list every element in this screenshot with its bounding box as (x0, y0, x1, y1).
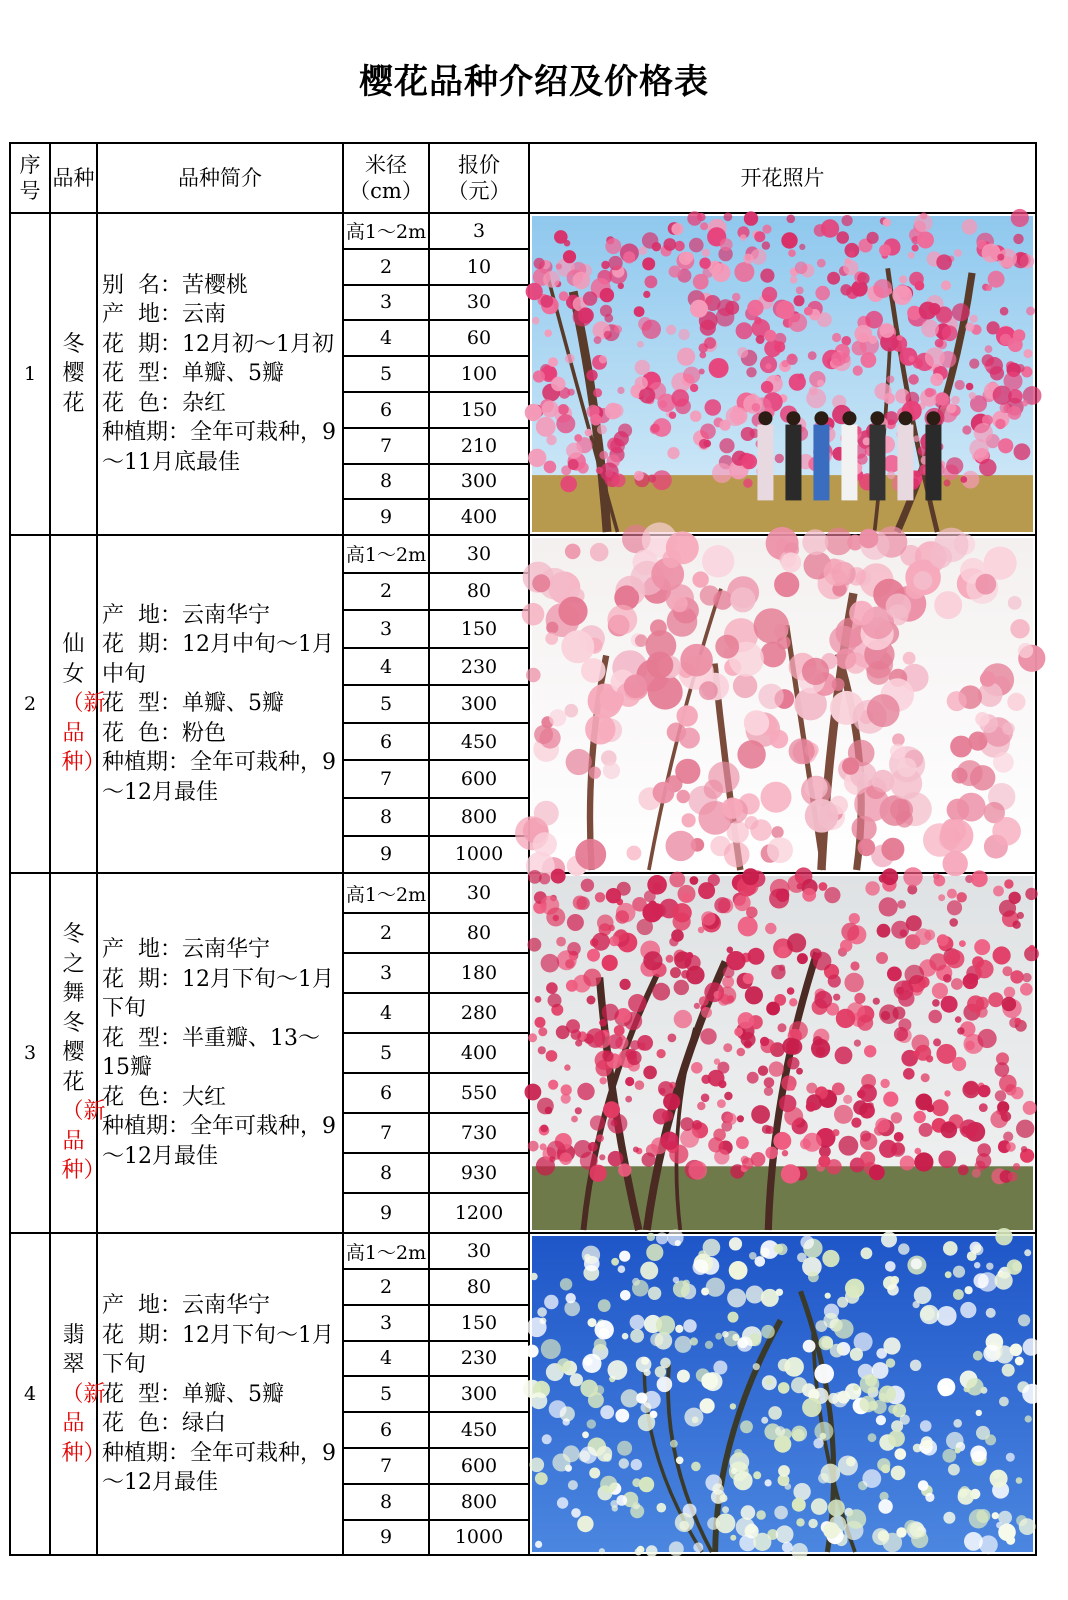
variety-number: 3 (10, 873, 50, 1233)
size-cell: 6 (343, 392, 429, 428)
size-cell: 5 (343, 685, 429, 723)
size-cell: 5 (343, 356, 429, 392)
size-cell: 8 (343, 464, 429, 500)
price-cell: 150 (429, 610, 529, 648)
header-price: 报价 （元） (429, 143, 529, 213)
size-cell: 7 (343, 1448, 429, 1484)
price-cell: 150 (429, 392, 529, 428)
size-cell: 4 (343, 993, 429, 1033)
new-variety-badge: （新品种） (61, 691, 106, 776)
intro-line: 花 期：12月初～1月初 (102, 331, 334, 357)
price-cell: 600 (429, 1448, 529, 1484)
pink-blossom-closeup-photo (532, 538, 1033, 870)
size-cell: 9 (343, 1193, 429, 1233)
size-cell: 6 (343, 723, 429, 761)
variety-intro (97, 213, 343, 535)
price-cell: 800 (429, 798, 529, 836)
price-cell: 230 (429, 648, 529, 686)
white-blossom-tree-blue-sky-photo (532, 1236, 1033, 1552)
intro-line: 花 期：12月下旬～1月下旬 (102, 1322, 334, 1377)
price-cell: 450 (429, 723, 529, 761)
price-cell: 210 (429, 428, 529, 464)
size-cell: 3 (343, 285, 429, 321)
size-cell: 8 (343, 798, 429, 836)
header-no: 序号 (10, 143, 50, 213)
price-cell: 230 (429, 1341, 529, 1377)
variety-intro (97, 1233, 343, 1555)
price-cell: 80 (429, 913, 529, 953)
variety-name: 冬樱花 (62, 331, 85, 416)
price-cell: 30 (429, 285, 529, 321)
intro-line: 种植期：全年可栽种，9～11月底最佳 (102, 420, 336, 475)
variety-name: 翡翠 (62, 1322, 85, 1377)
price-cell: 60 (429, 320, 529, 356)
size-cell: 7 (343, 1113, 429, 1153)
intro-line: 别 名：苦樱桃 (102, 272, 248, 298)
size-cell: 7 (343, 428, 429, 464)
table-row (10, 213, 1036, 249)
flower-photo-cell (529, 535, 1036, 873)
intro-line: 花 色：绿白 (102, 1411, 226, 1436)
size-cell: 高1～2m (343, 873, 429, 913)
intro-line: 产 地：云南 (102, 302, 226, 328)
variety-name-cell (50, 213, 97, 535)
size-cell: 9 (343, 1520, 429, 1556)
size-cell: 5 (343, 1033, 429, 1073)
variety-name-cell (50, 873, 106, 1233)
size-cell: 3 (343, 610, 429, 648)
intro-line: 花 色：杂红 (102, 390, 226, 416)
price-cell: 930 (429, 1153, 529, 1193)
variety-number: 4 (10, 1233, 50, 1555)
price-cell: 550 (429, 1073, 529, 1113)
size-cell: 高1～2m (343, 213, 429, 249)
size-cell: 3 (343, 1305, 429, 1341)
price-cell: 300 (429, 464, 529, 500)
price-cell: 180 (429, 953, 529, 993)
size-cell: 9 (343, 836, 429, 874)
price-cell: 300 (429, 685, 529, 723)
size-cell: 4 (343, 320, 429, 356)
price-cell: 300 (429, 1376, 529, 1412)
intro-line: 花 型：单瓣、5瓣 (102, 691, 284, 717)
variety-intro (97, 535, 343, 873)
size-cell: 2 (343, 249, 429, 285)
size-cell: 6 (343, 1073, 429, 1113)
size-cell: 2 (343, 573, 429, 611)
price-cell: 730 (429, 1113, 529, 1153)
header-size: 米径 （cm） (343, 143, 429, 213)
price-cell: 30 (429, 535, 529, 573)
intro-line: 花 色：大红 (102, 1084, 226, 1110)
price-cell: 100 (429, 356, 529, 392)
price-cell: 80 (429, 573, 529, 611)
pink-cherry-trees-with-people-photo (532, 216, 1033, 532)
size-cell: 高1～2m (343, 535, 429, 573)
intro-line: 产 地：云南华宁 (102, 1293, 270, 1318)
flower-photo-cell (529, 213, 1036, 535)
variety-number: 1 (10, 213, 50, 535)
page-title: 樱花品种介绍及价格表 (359, 62, 709, 102)
price-cell: 400 (429, 499, 529, 535)
price-cell: 30 (429, 873, 529, 913)
intro-line: 产 地：云南华宁 (102, 937, 270, 963)
price-cell: 150 (429, 1305, 529, 1341)
intro-line: 花 期：12月中旬～1月中旬 (102, 632, 334, 687)
flower-photo-cell (529, 873, 1036, 1233)
price-cell: 1000 (429, 836, 529, 874)
header-intro: 品种简介 (97, 143, 343, 213)
variety-number: 2 (10, 535, 50, 873)
size-cell: 5 (343, 1376, 429, 1412)
size-cell: 4 (343, 648, 429, 686)
variety-intro (97, 873, 343, 1233)
size-cell: 8 (343, 1153, 429, 1193)
new-variety-badge: （新品种） (61, 1099, 106, 1184)
size-cell: 7 (343, 760, 429, 798)
price-cell: 450 (429, 1412, 529, 1448)
header-row (10, 143, 1036, 213)
size-cell: 8 (343, 1484, 429, 1520)
size-cell: 2 (343, 1269, 429, 1305)
price-cell: 80 (429, 1269, 529, 1305)
price-cell: 400 (429, 1033, 529, 1073)
size-cell: 2 (343, 913, 429, 953)
flower-photo-cell (529, 1233, 1036, 1555)
variety-name: 仙女 (62, 632, 85, 687)
size-cell: 3 (343, 953, 429, 993)
intro-line: 花 型：单瓣、5瓣 (102, 1381, 284, 1407)
header-variety: 品种 (50, 143, 97, 213)
intro-line: 花 期：12月下旬～1月下旬 (102, 966, 334, 1022)
intro-line: 花 色：粉色 (102, 720, 226, 746)
price-cell: 30 (429, 1233, 529, 1269)
table-row (10, 1233, 1036, 1269)
intro-line: 种植期：全年可栽种，9～12月最佳 (102, 1114, 336, 1169)
price-cell: 1200 (429, 1193, 529, 1233)
size-cell: 6 (343, 1412, 429, 1448)
intro-line: 花 型：半重瓣、13～15瓣 (102, 1025, 320, 1081)
intro-line: 种植期：全年可栽种，9～12月最佳 (102, 750, 336, 805)
size-cell: 4 (343, 1341, 429, 1377)
new-variety-badge: （新品种） (61, 1381, 106, 1466)
intro-line: 产 地：云南华宁 (102, 602, 270, 628)
price-cell: 600 (429, 760, 529, 798)
variety-name-cell (50, 535, 106, 873)
price-cell: 1000 (429, 1520, 529, 1556)
table-row (10, 535, 1036, 573)
red-blossom-tree-photo (532, 876, 1033, 1230)
price-cell: 3 (429, 213, 529, 249)
variety-name: 冬之舞冬樱花 (62, 922, 85, 1095)
intro-line: 种植期：全年可栽种，9～12月最佳 (102, 1440, 336, 1495)
price-cell: 800 (429, 1484, 529, 1520)
size-cell: 9 (343, 499, 429, 535)
price-cell: 280 (429, 993, 529, 1033)
intro-line: 花 型：单瓣、5瓣 (102, 361, 284, 387)
variety-name-cell (50, 1233, 106, 1555)
size-cell: 高1～2m (343, 1233, 429, 1269)
header-photo: 开花照片 (529, 143, 1036, 213)
price-table (9, 142, 1037, 1556)
price-cell: 10 (429, 249, 529, 285)
table-row (10, 873, 1036, 913)
